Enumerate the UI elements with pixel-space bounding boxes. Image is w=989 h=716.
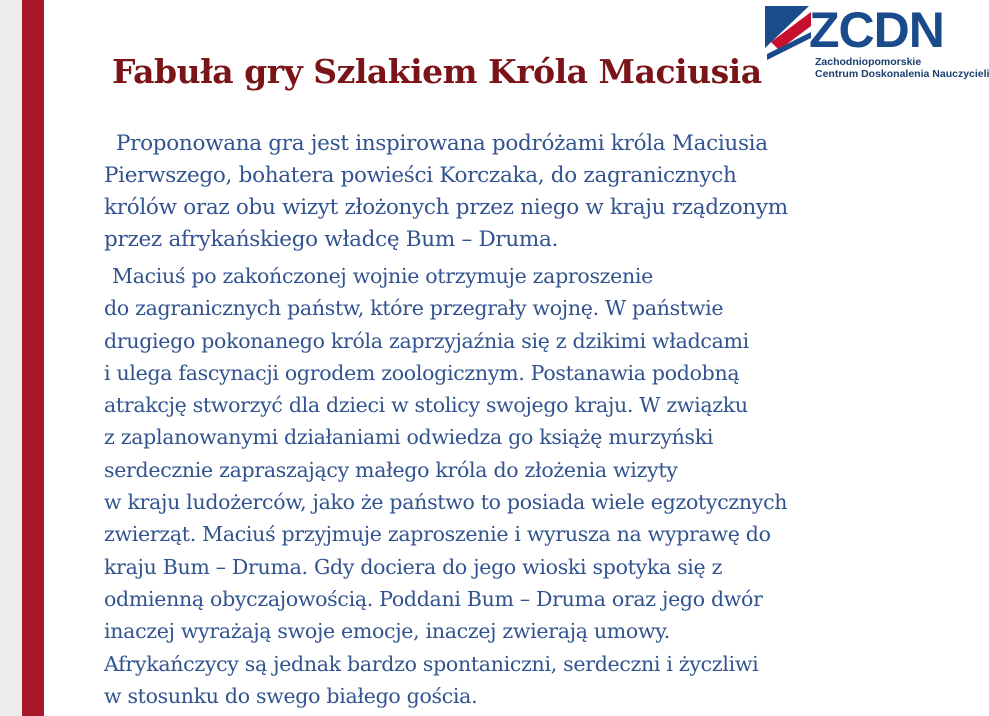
paragraph-line: Afrykańczycy są jednak bardzo spontaniczni, serdeczni i życzliwi bbox=[104, 651, 759, 676]
paragraph-line: Pierwszego, bohatera powieści Korczaka, do zagranicznych bbox=[104, 163, 737, 188]
paragraph-line: zwierząt. Maciuś przyjmuje zaproszenie i wyrusza na wyprawę do bbox=[104, 522, 771, 547]
zcdn-logo bbox=[763, 2, 989, 82]
paragraph-line: Proponowana gra jest inspirowana podróżami króla Maciusia bbox=[116, 131, 768, 156]
paragraph-line: w stosunku do swego białego gościa. bbox=[104, 683, 478, 708]
story-paragraph bbox=[104, 260, 787, 712]
paragraph-line: inaczej wyrażają swoje emocje, inaczej zwierają umowy. bbox=[104, 619, 670, 644]
logo-subtitle-line: Zachodniopomorskie bbox=[815, 56, 922, 68]
paragraph-line: przez afrykańskiego władcę Bum – Druma. bbox=[104, 227, 559, 252]
paragraph-line: w kraju ludożerców, jako że państwo to posiada wiele egzotycznych bbox=[104, 490, 788, 515]
left-decorative-band bbox=[0, 0, 22, 716]
paragraph-line: atrakcję stworzyć dla dzieci w stolicy swojego kraju. W związku bbox=[104, 393, 748, 418]
paragraph-line: do zagranicznych państw, które przegrały wojnę. W państwie bbox=[104, 296, 724, 321]
logo-subtitle bbox=[815, 56, 989, 80]
paragraph-line: odmienną obyczajowością. Poddani Bum – Druma oraz jego dwór bbox=[104, 586, 763, 611]
paragraph-line: kraju Bum – Druma. Gdy dociera do jego wioski spotyka się z bbox=[104, 554, 723, 579]
slide-title: Fabuła gry Szlakiem Króla Maciusia bbox=[112, 52, 762, 91]
paragraph-line: serdecznie zapraszający małego króla do złożenia wizyty bbox=[104, 457, 678, 482]
paragraph-line: i ulega fascynacji ogrodem zoologicznym. Postanawia podobną bbox=[104, 360, 740, 385]
paragraph-line: drugiego pokonanego króla zaprzyjaźnia się z dzikimi władcami bbox=[104, 328, 749, 353]
paragraph-line: z zaplanowanymi działaniami odwiedza go książę murzyński bbox=[104, 425, 714, 450]
zcdn-logo-mark bbox=[763, 4, 813, 60]
logo-wordmark: ZCDN bbox=[809, 2, 944, 58]
paragraph-line: królów oraz obu wizyt złożonych przez niego w kraju rządzonym bbox=[104, 195, 788, 220]
paragraph-line: Maciuś po zakończonej wojnie otrzymuje zaproszenie bbox=[112, 264, 653, 288]
intro-paragraph bbox=[104, 128, 788, 256]
logo-subtitle-line: Centrum Doskonalenia Nauczycieli bbox=[815, 68, 989, 80]
left-red-stripe bbox=[22, 0, 44, 716]
